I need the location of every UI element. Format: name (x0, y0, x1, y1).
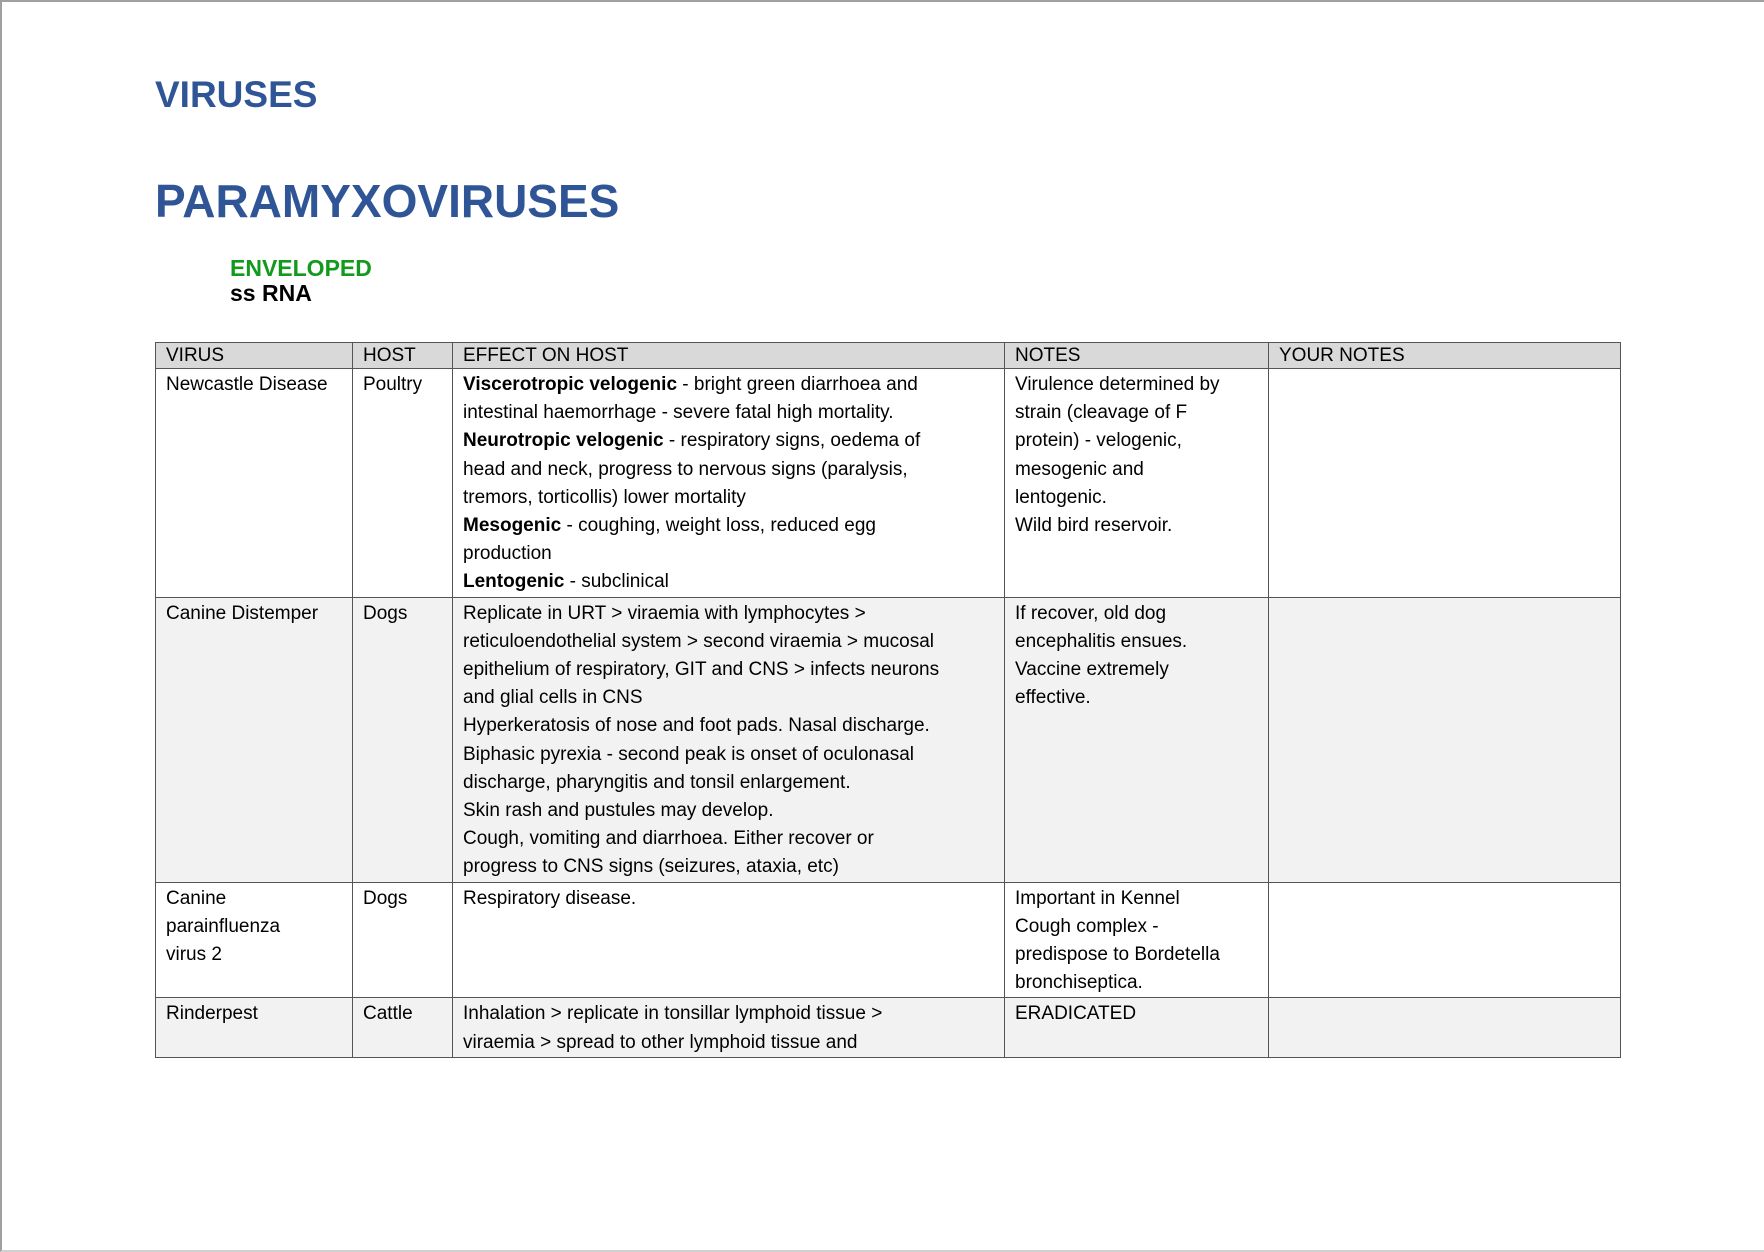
your-notes-cell[interactable] (1269, 882, 1621, 998)
effect-line (463, 456, 994, 484)
cell-line: parainfluenza (166, 915, 281, 937)
header-your-notes: YOUR NOTES (1269, 343, 1621, 369)
effect-term: Mesogenic (463, 515, 562, 537)
your-notes-cell[interactable] (1269, 998, 1621, 1057)
effect-cell (453, 369, 1005, 598)
virus-cell (156, 882, 353, 998)
effect-line (463, 540, 994, 568)
cell-line: lentogenic. (1015, 486, 1107, 508)
effect-line (463, 399, 994, 427)
effect-text: head and neck, progress to nervous signs (paralysis, (463, 458, 908, 480)
effect-text: - respiratory signs, oedema of (663, 430, 921, 452)
effect-cell (453, 998, 1005, 1057)
cell-line: Canine Distemper (166, 602, 319, 624)
header-host: HOST (353, 343, 453, 369)
effect-text: production (463, 543, 552, 565)
cell-line: Vaccine extremely (1015, 659, 1169, 681)
effect-line (463, 371, 994, 399)
effect-text: - subclinical (564, 571, 669, 593)
effect-line (463, 600, 994, 628)
cell-line: bronchiseptica. (1015, 972, 1143, 994)
effect-line (463, 885, 994, 913)
notes-cell (1005, 369, 1269, 598)
effect-line (463, 684, 994, 712)
table-row (156, 998, 1621, 1057)
host-cell: Dogs (353, 882, 453, 998)
effect-line (463, 741, 994, 769)
effect-text: Biphasic pyrexia - second peak is onset of oculonasal (463, 743, 914, 765)
effect-term: Lentogenic (463, 571, 565, 593)
effect-line (463, 853, 994, 881)
notes-cell (1005, 882, 1269, 998)
effect-term: Neurotropic velogenic (463, 430, 664, 452)
cell-line: predispose to Bordetella (1015, 944, 1220, 966)
virus-cell (156, 597, 353, 882)
effect-text: Skin rash and pustules may develop. (463, 800, 774, 822)
effect-text: - bright green diarrhoea and (677, 374, 918, 395)
table-row (156, 882, 1621, 998)
effect-line (463, 1000, 994, 1028)
host-cell: Cattle (353, 998, 453, 1057)
effect-text: epithelium of respiratory, GIT and CNS > infects neurons (463, 659, 940, 681)
virus-cell (156, 369, 353, 598)
cell-line: mesogenic and (1015, 458, 1144, 480)
effect-text: Replicate in URT > viraemia with lymphocytes > (463, 602, 866, 624)
effect-line (463, 797, 994, 825)
table-row (156, 369, 1621, 598)
effect-text: and glial cells in CNS (463, 687, 643, 709)
effect-text: Hyperkeratosis of nose and foot pads. Nasal discharge. (463, 715, 930, 737)
virus-cell (156, 998, 353, 1057)
table-header-row (156, 343, 1621, 369)
section-title: PARAMYXOVIRUSES (155, 175, 620, 227)
cell-line: Important in Kennel (1015, 887, 1180, 909)
header-notes: NOTES (1005, 343, 1269, 369)
host-cell: Dogs (353, 597, 453, 882)
page-title: VIRUSES (155, 74, 318, 115)
cell-line: Canine (166, 887, 227, 909)
cell-line: effective. (1015, 687, 1091, 709)
effect-text: viraemia > spread to other lymphoid tissue and (463, 1031, 858, 1053)
effect-text: progress to CNS signs (seizures, ataxia, etc) (463, 856, 839, 878)
effect-line (463, 568, 994, 596)
header-effect: EFFECT ON HOST (453, 343, 1005, 369)
header-virus: VIRUS (156, 343, 353, 369)
effect-line (463, 656, 994, 684)
cell-line: Virulence determined by (1015, 374, 1220, 395)
effect-line (463, 512, 994, 540)
cell-line: Rinderpest (166, 1003, 258, 1025)
effect-text: reticuloendothelial system > second viraemia > mucosal (463, 630, 935, 652)
effect-cell (453, 882, 1005, 998)
effect-line (463, 712, 994, 740)
effect-line (463, 427, 994, 455)
effect-line (463, 628, 994, 656)
your-notes-cell[interactable] (1269, 597, 1621, 882)
effect-text: intestinal haemorrhage - severe fatal high mortality. (463, 402, 894, 424)
cell-line: Cough complex - (1015, 915, 1159, 937)
effect-line (463, 1029, 994, 1057)
your-notes-cell[interactable] (1269, 369, 1621, 598)
cell-line: virus 2 (166, 944, 222, 966)
cell-line: Wild bird reservoir. (1015, 515, 1173, 537)
cell-line: strain (cleavage of F (1015, 402, 1188, 424)
table-row (156, 597, 1621, 882)
effect-line (463, 769, 994, 797)
cell-line: Newcastle Disease (166, 374, 328, 395)
genome-property: ss RNA (230, 280, 312, 306)
effect-text: Cough, vomiting and diarrhoea. Either recover or (463, 828, 874, 850)
effect-line (463, 484, 994, 512)
effect-text: Respiratory disease. (463, 887, 637, 909)
effect-text: discharge, pharyngitis and tonsil enlargement. (463, 771, 851, 793)
effect-line (463, 825, 994, 853)
notes-cell (1005, 597, 1269, 882)
effect-cell (453, 597, 1005, 882)
effect-term: Viscerotropic velogenic (463, 374, 678, 395)
effect-text: Inhalation > replicate in tonsillar lymphoid tissue > (463, 1003, 883, 1025)
effect-text: tremors, torticollis) lower mortality (463, 486, 746, 508)
effect-text: - coughing, weight loss, reduced egg (561, 515, 876, 537)
cell-line: protein) - velogenic, (1015, 430, 1182, 452)
cell-line: encephalitis ensues. (1015, 630, 1188, 652)
host-cell: Poultry (353, 369, 453, 598)
envelope-property: ENVELOPED (230, 255, 372, 281)
notes-cell (1005, 998, 1269, 1057)
virus-table (155, 342, 1621, 1058)
cell-line: If recover, old dog (1015, 602, 1167, 624)
cell-line: ERADICATED (1015, 1003, 1137, 1025)
